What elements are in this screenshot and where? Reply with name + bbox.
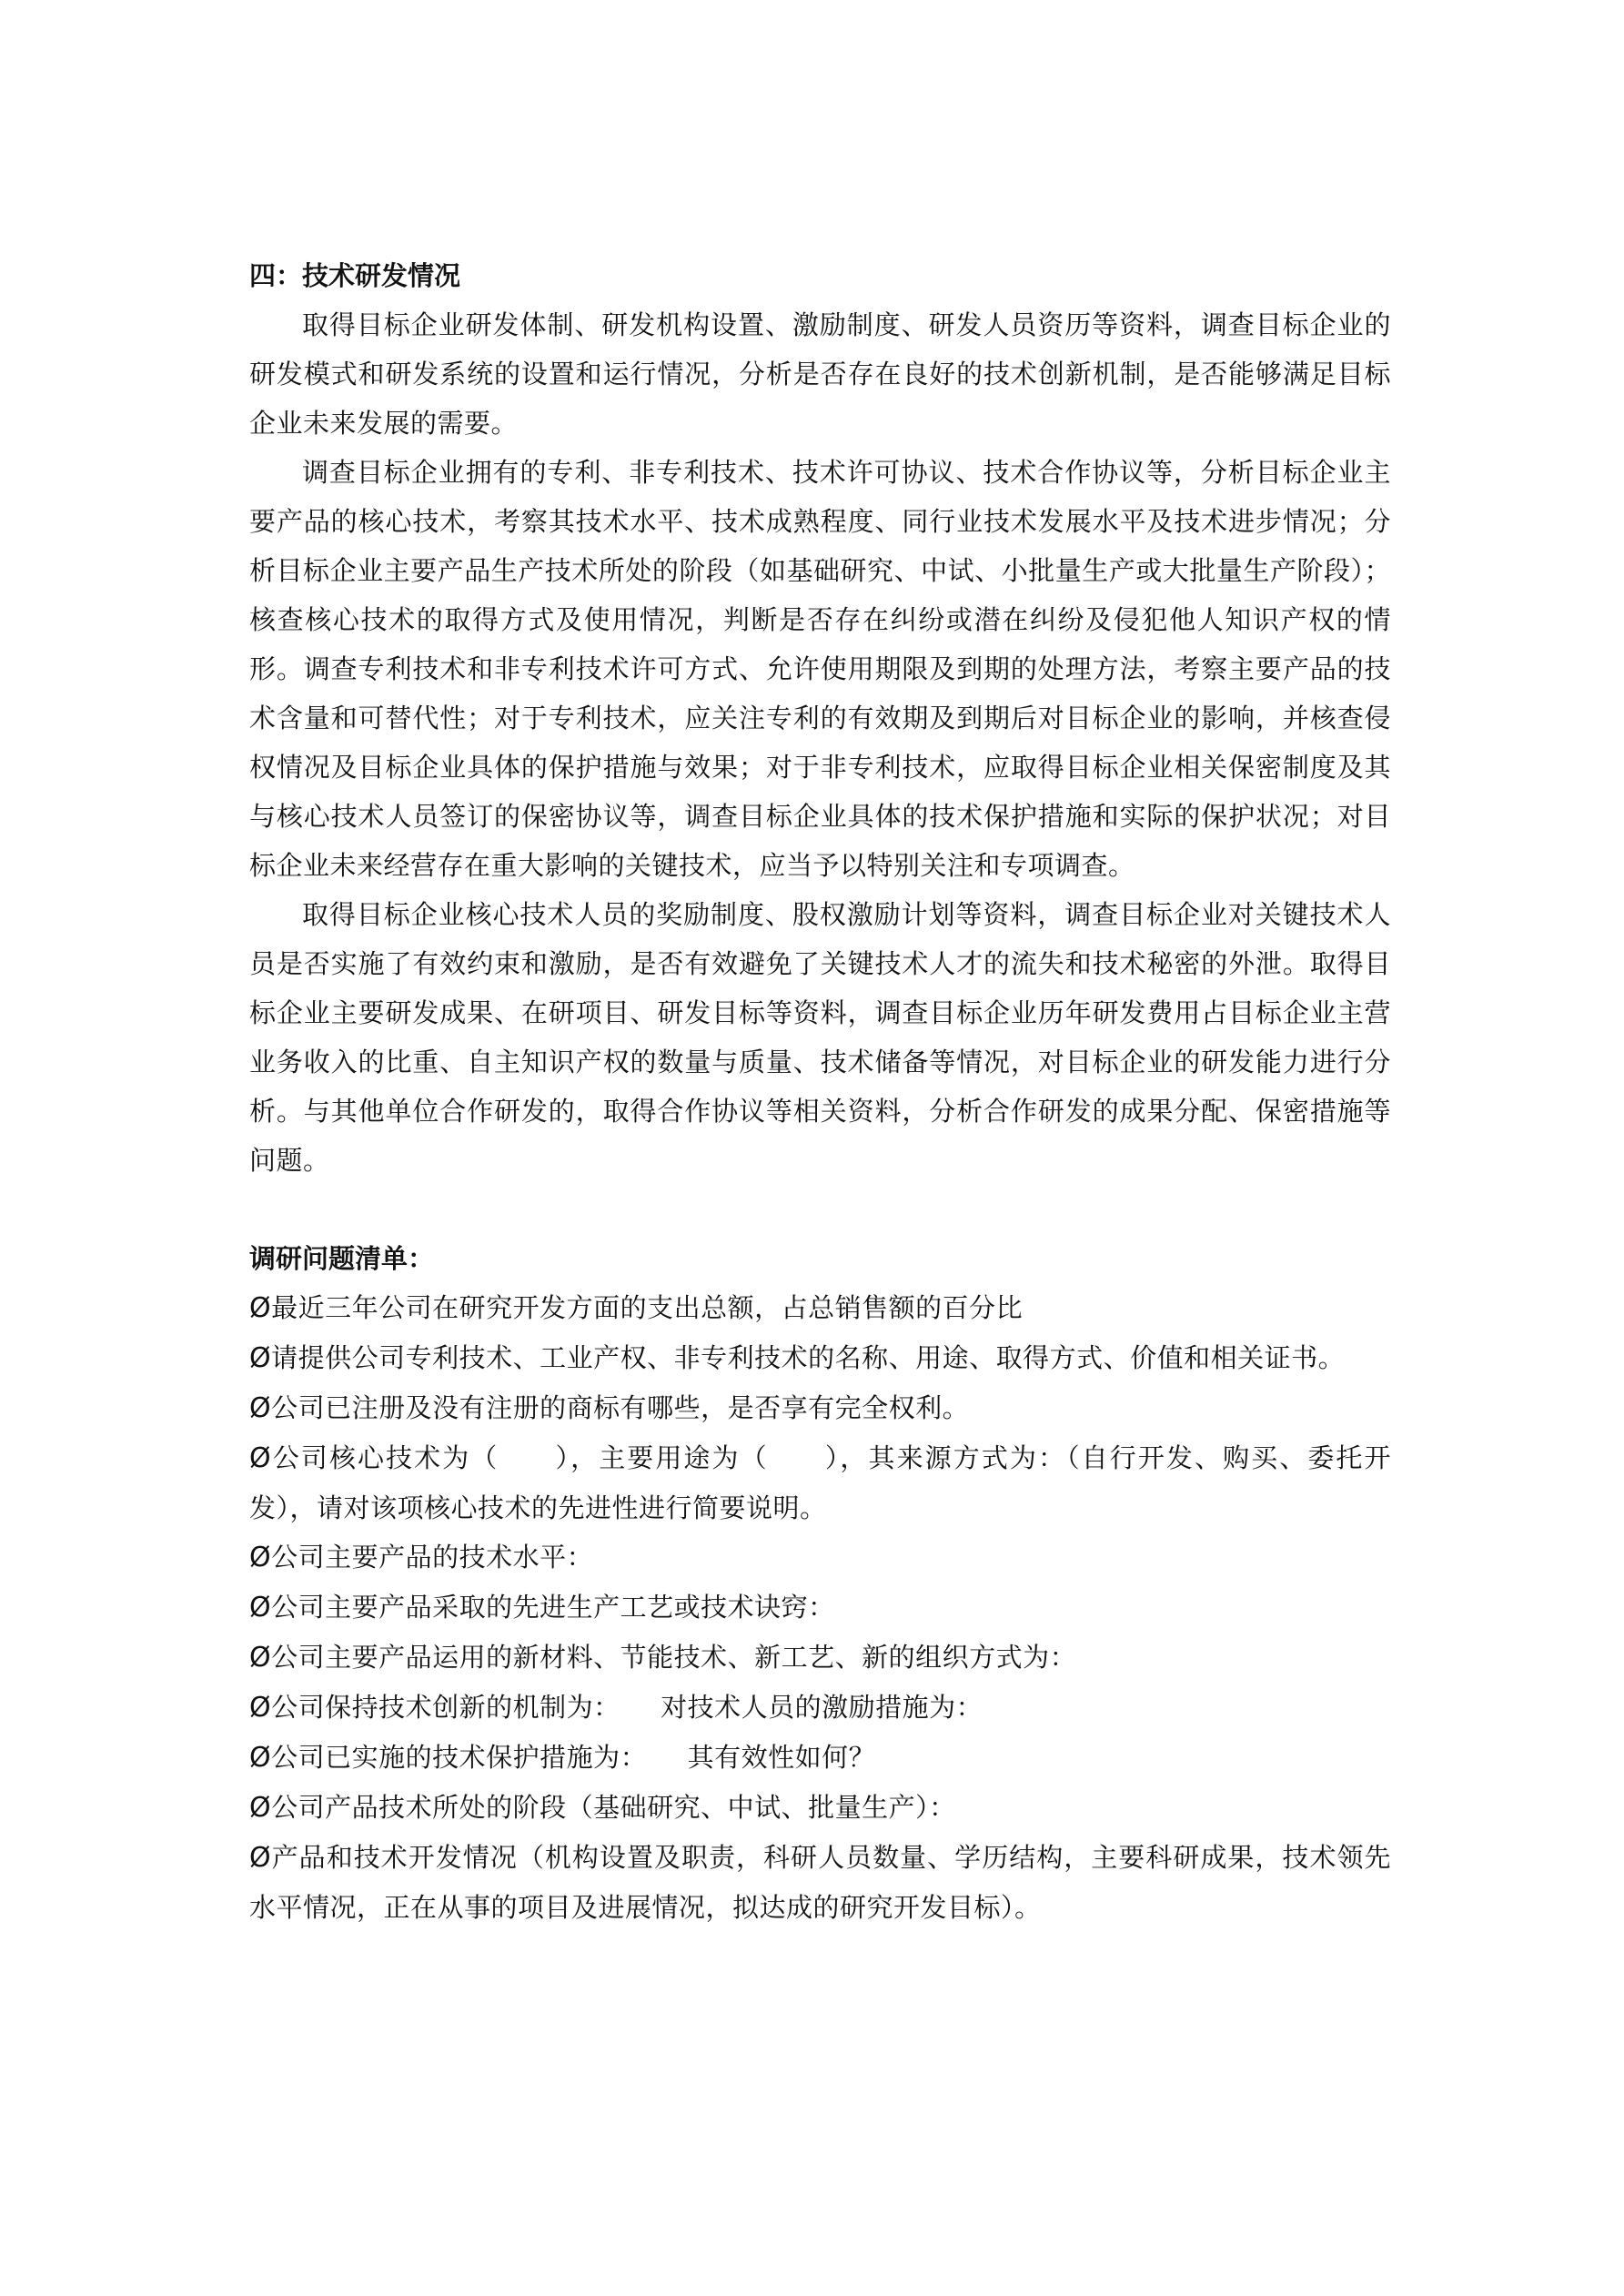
question-list — [249, 1283, 1391, 1932]
question-text: 公司核心技术为（ ），主要用途为（ ），其来源方式为：（自行开发、购买、委托开发），请对该项核心技术的先进性进行简要说明。 — [249, 1442, 1391, 1523]
bullet-marker: Ø — [249, 1592, 272, 1623]
bullet-marker: Ø — [249, 1392, 272, 1424]
question-item — [249, 1383, 1391, 1433]
question-text: 最近三年公司在研究开发方面的支出总额，占总销售额的百分比 — [271, 1292, 1024, 1323]
bullet-marker: Ø — [249, 1742, 272, 1774]
question-text: 公司主要产品采取的先进生产工艺或技术诀窍： — [271, 1592, 835, 1623]
bullet-marker: Ø — [249, 1792, 272, 1824]
question-list-title: 调研问题清单： — [249, 1243, 435, 1274]
question-item — [249, 1433, 1391, 1532]
question-item — [249, 1633, 1391, 1683]
question-text: 公司主要产品运用的新材料、节能技术、新工艺、新的组织方式为： — [271, 1642, 1077, 1673]
bullet-marker: Ø — [249, 1842, 272, 1874]
question-item — [249, 1532, 1391, 1583]
document-content — [249, 251, 1391, 1932]
question-text: 公司产品技术所处的阶段（基础研究、中试、批量生产）： — [271, 1792, 956, 1823]
bullet-marker: Ø — [249, 1642, 272, 1674]
question-text: 公司已实施的技术保护措施为： 其有效性如何？ — [271, 1742, 876, 1773]
question-item — [249, 1733, 1391, 1783]
question-text: 公司保持技术创新的机制为： 对技术人员的激励措施为： — [271, 1692, 983, 1723]
question-item — [249, 1333, 1391, 1383]
paragraph-rd-system: 取得目标企业研发体制、研发机构设置、激励制度、研发人员资历等资料，调查目标企业的研发模式和研发系统的设置和运行情况，分析是否存在良好的技术创新机制，是否能够满足目标企业未来发展的需要。 — [249, 309, 1391, 439]
section-title: 四：技术研发情况 — [249, 260, 461, 291]
bullet-marker: Ø — [249, 1292, 272, 1324]
question-text: 请提供公司专利技术、工业产权、非专利技术的名称、用途、取得方式、价值和相关证书。 — [271, 1342, 1346, 1373]
question-item — [249, 1683, 1391, 1733]
bullet-marker: Ø — [249, 1342, 272, 1374]
question-text: 产品和技术开发情况（机构设置及职责，科研人员数量、学历结构，主要科研成果，技术领先水平情况，正在从事的项目及进展情况，拟达成的研究开发目标）。 — [249, 1842, 1391, 1923]
paragraph-patents-technology: 调查目标企业拥有的专利、非专利技术、技术许可协议、技术合作协议等，分析目标企业主要产品的核心技术，考察其技术水平、技术成熟程度、同行业技术发展水平及技术进步情况；分析目标企业主要产品生产技术所处的阶段（如基础研究、中试、小批量生产或大批量生产阶段）；核查核心技术的取得方式及使用情况，判断是否存在纠纷或潜在纠纷及侵犯他人知识产权的情形。调查专利技术和非专利技术许可方式、允许使用期限及到期的处理方法，考察主要产品的技术含量和可替代性；对于专利技术，应关注专利的有效期及到期后对目标企业的影响，并核查侵权情况及目标企业具体的保护措施与效果；对于非专利技术，应取得目标企业相关保密制度及其与核心技术人员签订的保密协议等，调查目标企业具体的技术保护措施和实际的保护状况；对目标企业未来经营存在重大影响的关键技术，应当予以特别关注和专项调查。 — [249, 457, 1391, 881]
paragraph-personnel-incentives: 取得目标企业核心技术人员的奖励制度、股权激励计划等资料，调查目标企业对关键技术人员是否实施了有效约束和激励，是否有效避免了关键技术人才的流失和技术秘密的外泄。取得目标企业主要研发成果、在研项目、研发目标等资料，调查目标企业历年研发费用占目标企业主营业务收入的比重、自主知识产权的数量与质量、技术储备等情况，对目标企业的研发能力进行分析。与其他单位合作研发的，取得合作协议等相关资料，分析合作研发的成果分配、保密措施等问题。 — [249, 899, 1391, 1176]
bullet-marker: Ø — [249, 1692, 272, 1724]
bullet-marker: Ø — [249, 1442, 272, 1474]
question-text: 公司主要产品的技术水平： — [271, 1542, 594, 1573]
question-item — [249, 1783, 1391, 1833]
question-item — [249, 1583, 1391, 1633]
bullet-marker: Ø — [249, 1542, 272, 1573]
question-item — [249, 1283, 1391, 1333]
question-item — [249, 1833, 1391, 1932]
question-text: 公司已注册及没有注册的商标有哪些，是否享有完全权利。 — [271, 1392, 970, 1423]
section-spacer — [249, 1185, 1391, 1234]
